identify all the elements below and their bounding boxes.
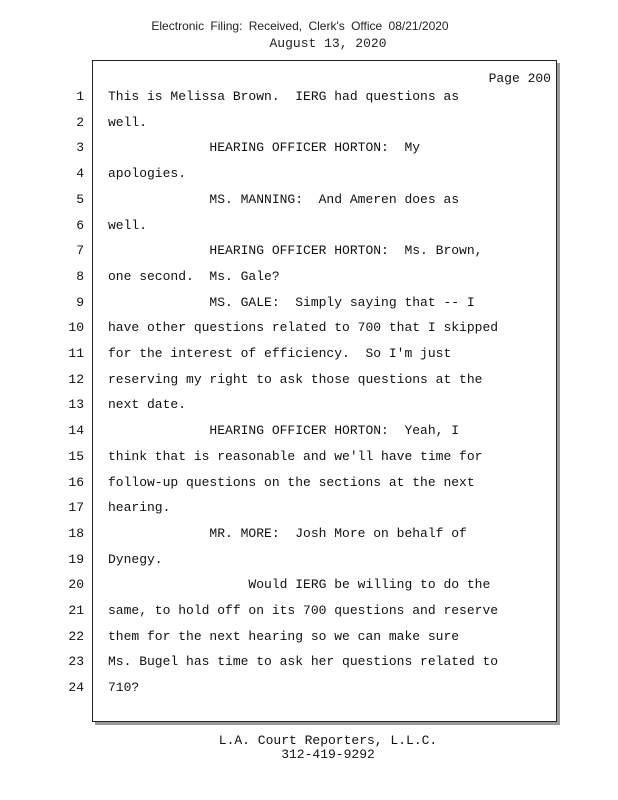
transcript-line	[0, 269, 618, 289]
court-reporter-phone: 312-419-9292	[281, 747, 375, 762]
line-number: 3	[76, 140, 84, 156]
transcript-line	[0, 320, 618, 340]
transcript-line	[0, 500, 618, 520]
transcript-line	[0, 680, 618, 700]
transcript-line	[0, 115, 618, 135]
line-text: same, to hold off on its 700 questions and reserve	[108, 603, 499, 618]
transcript-line	[0, 423, 618, 443]
line-text: one second. Ms. Gale?	[108, 268, 280, 284]
line-number: 9	[76, 294, 84, 310]
line-text: 710?	[108, 680, 140, 696]
line-text: HEARING OFFICER HORTON: Yeah, I	[108, 423, 460, 439]
line-text: have other questions related to 700 that I skipped	[108, 320, 499, 336]
line-text: reserving my right to ask those questions at the	[108, 371, 483, 387]
line-text: Ms. Bugel has time to ask her questions related to	[108, 654, 499, 670]
transcript-line	[0, 475, 618, 495]
line-number: 19	[68, 551, 84, 567]
transcript-line	[0, 397, 618, 417]
line-number: 11	[68, 346, 84, 361]
line-text: apologies.	[108, 166, 187, 182]
line-number: 1	[76, 89, 84, 104]
transcript-line	[0, 140, 618, 160]
line-text: Would IERG be willing to do the	[108, 577, 491, 593]
line-number: 5	[76, 191, 84, 207]
transcript-line	[0, 372, 618, 392]
transcript-line	[0, 192, 618, 212]
transcript-line	[0, 243, 618, 263]
line-text: HEARING OFFICER HORTON: Ms. Brown,	[108, 243, 483, 259]
line-number: 18	[68, 525, 84, 541]
transcript-line	[0, 526, 618, 546]
line-text: hearing.	[108, 500, 171, 516]
line-number: 17	[68, 500, 84, 516]
line-number: 7	[76, 243, 84, 259]
transcript-line	[0, 346, 618, 366]
transcript-line	[0, 603, 618, 623]
transcript-line	[0, 166, 618, 186]
line-number: 14	[68, 423, 84, 439]
line-text: MS. GALE: Simply saying that -- I	[108, 294, 475, 310]
line-number: 10	[68, 320, 84, 336]
line-text: MS. MANNING: And Ameren does as	[108, 191, 460, 207]
line-number: 2	[76, 114, 84, 130]
line-number: 6	[76, 217, 84, 233]
line-text: follow-up questions on the sections at the next	[108, 474, 475, 490]
line-number: 8	[76, 268, 84, 284]
line-number: 12	[68, 371, 84, 387]
transcript-line	[0, 295, 618, 315]
line-text: Dynegy.	[108, 551, 163, 567]
line-text: well.	[108, 217, 148, 233]
line-number: 24	[68, 680, 84, 696]
line-number: 23	[68, 654, 84, 670]
page-number: Page 200	[488, 71, 551, 86]
transcript-line	[0, 449, 618, 469]
line-number: 20	[68, 577, 84, 593]
line-number: 21	[68, 603, 84, 618]
line-number: 16	[68, 474, 84, 490]
line-number: 4	[76, 166, 84, 182]
line-text: well.	[108, 114, 148, 130]
line-text: This is Melissa Brown. IERG had questions as	[108, 89, 460, 104]
transcript-line	[0, 629, 618, 649]
line-number: 13	[68, 397, 84, 413]
transcript-line	[0, 89, 618, 109]
filing-stamp: Electronic Filing: Received, Clerk's Office 08/21/2020	[151, 19, 449, 33]
transcript-line	[0, 577, 618, 597]
line-number: 22	[68, 628, 84, 644]
line-text: for the interest of efficiency. So I'm just	[108, 346, 452, 361]
line-text: think that is reasonable and we'll have time for	[108, 448, 483, 464]
court-reporter-name: L.A. Court Reporters, L.L.C.	[218, 733, 438, 748]
transcript-line	[0, 552, 618, 572]
transcript-line	[0, 218, 618, 238]
transcript-line	[0, 654, 618, 674]
line-text: next date.	[108, 397, 187, 413]
line-number: 15	[68, 448, 84, 464]
line-text: MR. MORE: Josh More on behalf of	[108, 525, 467, 541]
line-text: them for the next hearing so we can make sure	[108, 628, 460, 644]
line-text: HEARING OFFICER HORTON: My	[108, 140, 421, 156]
hearing-date: August 13, 2020	[269, 36, 387, 51]
